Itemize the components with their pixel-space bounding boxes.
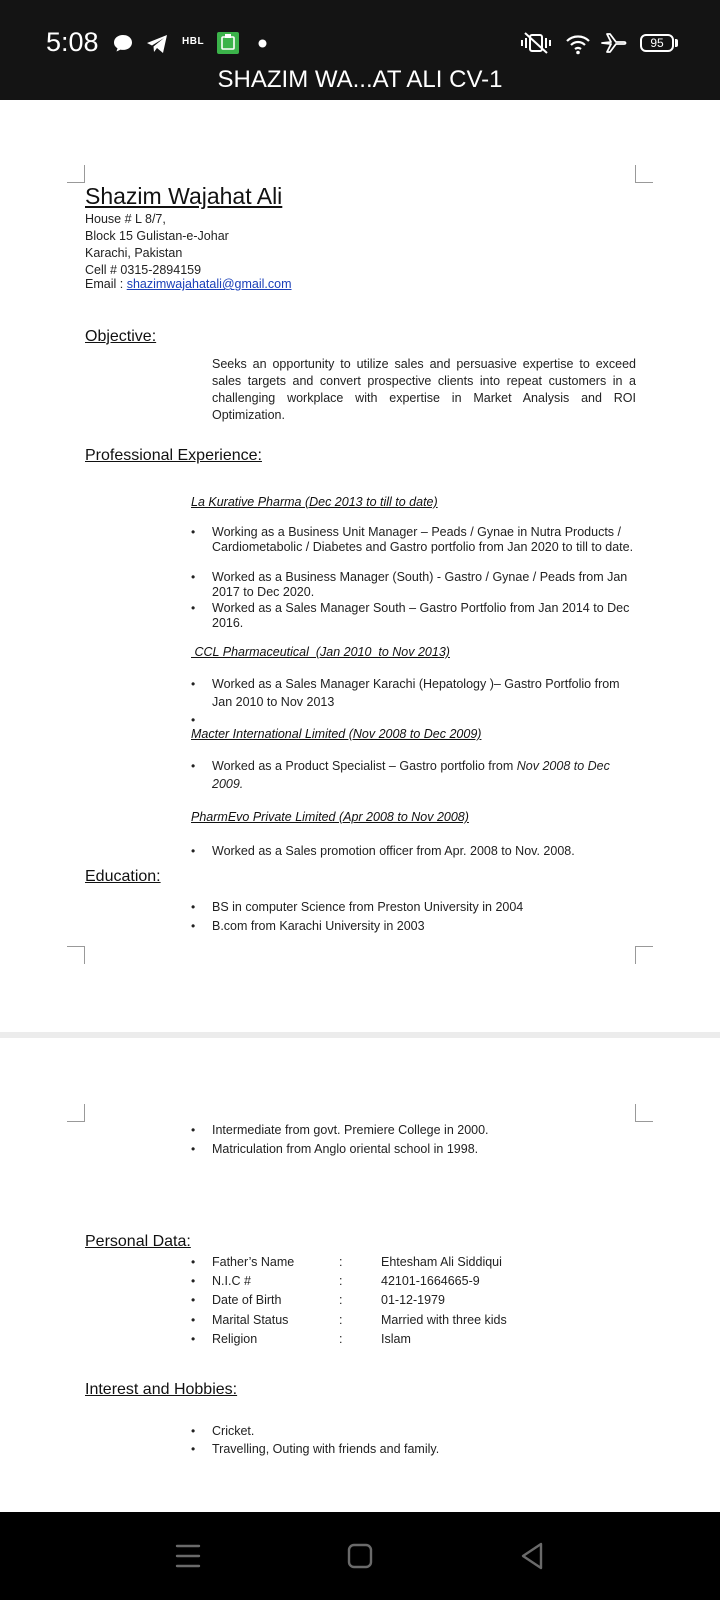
- home-icon[interactable]: [338, 1534, 382, 1578]
- company-title: La Kurative Pharma (Dec 2013 to till to date): [191, 495, 438, 509]
- list-item: • Intermediate from govt. Premiere College in 2000.: [212, 1123, 640, 1138]
- company-title: Macter International Limited (Nov 2008 to Dec 2009): [191, 727, 482, 741]
- personal-data-colon: :: [339, 1274, 343, 1288]
- page-corner-mark: [67, 946, 85, 964]
- app-icon: [216, 31, 240, 55]
- list-item: • Working as a Business Unit Manager – Peads / Gynae in Nutra Products / Cardiometabolic / Diabetes and Gastro portfolio from Jan 2020 to till to date.: [212, 525, 640, 555]
- objective-heading: Objective:: [85, 328, 157, 345]
- personal-data-value: Married with three kids: [381, 1313, 507, 1327]
- email-line: [85, 276, 292, 292]
- document-page-2[interactable]: [0, 1038, 720, 1512]
- personal-data-row: [212, 1292, 642, 1308]
- phone-line: Cell # 0315-2894159: [85, 263, 202, 277]
- empty-list-item: •: [191, 713, 196, 727]
- document-title-bar: [0, 62, 720, 100]
- address-line: Karachi, Pakistan: [85, 246, 183, 260]
- list-item: • Cricket.: [212, 1424, 640, 1439]
- menu-icon[interactable]: [166, 1534, 210, 1578]
- personal-data-heading: Personal Data:: [85, 1233, 191, 1250]
- personal-data-colon: :: [339, 1255, 343, 1269]
- objective-text: Seeks an opportunity to utilize sales and persuasive expertise to exceed sales targets and convert prospective clients into repeat customers in a challenging workplace with expertise in Market Analysis and ROI Optimization.: [212, 357, 636, 422]
- list-item: • BS in computer Science from Preston University in 2004: [212, 900, 640, 915]
- dot-icon: [258, 39, 267, 48]
- document-page-1[interactable]: [0, 100, 720, 1032]
- personal-data-value: Islam: [381, 1332, 411, 1346]
- telegram-icon: [146, 34, 168, 54]
- personal-data-value: Ehtesham Ali Siddiqui: [381, 1255, 502, 1269]
- page-corner-mark: [635, 946, 653, 964]
- personal-data-label: • Date of Birth: [212, 1293, 282, 1307]
- personal-data-label: • Father’s Name: [212, 1255, 295, 1269]
- personal-data-value: 01-12-1979: [381, 1293, 445, 1307]
- navigation-bar: [0, 1512, 720, 1600]
- page-corner-mark: [635, 1104, 653, 1122]
- list-item-text: Worked as a Product Specialist – Gastro portfolio from: [212, 759, 517, 773]
- list-item-dates: Nov 2008 to Dec 2009.: [212, 759, 610, 791]
- address-line: Block 15 Gulistan-e-Johar: [85, 229, 229, 243]
- email-label: Email :: [85, 277, 127, 291]
- address-line: House # L 8/7,: [85, 212, 166, 226]
- status-bar: [0, 0, 720, 62]
- battery-icon: 95: [640, 34, 674, 52]
- cv-name: Shazim Wajahat Ali: [85, 183, 283, 209]
- personal-data-colon: :: [339, 1313, 343, 1327]
- personal-data-colon: :: [339, 1293, 343, 1307]
- personal-data-value: 42101-1664665-9: [381, 1274, 480, 1288]
- list-item: • Travelling, Outing with friends and family.: [212, 1442, 640, 1457]
- status-time: 5:08: [46, 27, 99, 57]
- hobbies-heading: Interest and Hobbies:: [85, 1381, 238, 1398]
- wifi-icon: [565, 33, 591, 55]
- list-item: • B.com from Karachi University in 2003: [212, 919, 640, 934]
- vibrate-icon: [520, 32, 552, 54]
- page-corner-mark: [635, 165, 653, 183]
- hbl-icon: HBL: [182, 36, 205, 47]
- education-heading: Education:: [85, 868, 161, 885]
- personal-data-row: [212, 1254, 642, 1270]
- back-icon[interactable]: [510, 1534, 554, 1578]
- company-title: CCL Pharmaceutical (Jan 2010 to Nov 2013): [191, 645, 450, 659]
- personal-data-row: [212, 1273, 642, 1289]
- personal-data-label: • N.I.C #: [212, 1274, 251, 1288]
- personal-data-row: [212, 1331, 642, 1347]
- email-link[interactable]: shazimwajahatali@gmail.com: [126, 277, 292, 291]
- document-title: SHAZIM WA...AT ALI CV-1: [217, 66, 503, 93]
- list-item: • Worked as a Sales promotion officer from Apr. 2008 to Nov. 2008.: [212, 844, 640, 859]
- airplane-icon: [601, 32, 627, 54]
- personal-data-label: • Religion: [212, 1332, 258, 1346]
- list-item: • Worked as a Sales Manager Karachi (Hepatology )– Gastro Portfolio from Jan 2010 to Nov 2013: [212, 675, 640, 711]
- personal-data-label: • Marital Status: [212, 1313, 289, 1327]
- list-item: • Matriculation from Anglo oriental school in 1998.: [212, 1142, 640, 1157]
- battery-tip: [675, 39, 678, 47]
- page-corner-mark: [67, 165, 85, 183]
- list-item: • Worked as a Business Manager (South) - Gastro / Gynae / Peads from Jan 2017 to Dec 2020.: [212, 570, 640, 600]
- list-item: • Worked as a Sales Manager South – Gastro Portfolio from Jan 2014 to Dec 2016.: [212, 601, 640, 631]
- personal-data-row: [212, 1312, 642, 1328]
- personal-data-colon: :: [339, 1332, 343, 1346]
- page-corner-mark: [67, 1104, 85, 1122]
- experience-heading: Professional Experience:: [85, 447, 262, 464]
- chat-bubble-icon: [113, 33, 133, 53]
- list-item: [212, 757, 640, 793]
- company-title: PharmEvo Private Limited (Apr 2008 to Nov 2008): [191, 810, 469, 824]
